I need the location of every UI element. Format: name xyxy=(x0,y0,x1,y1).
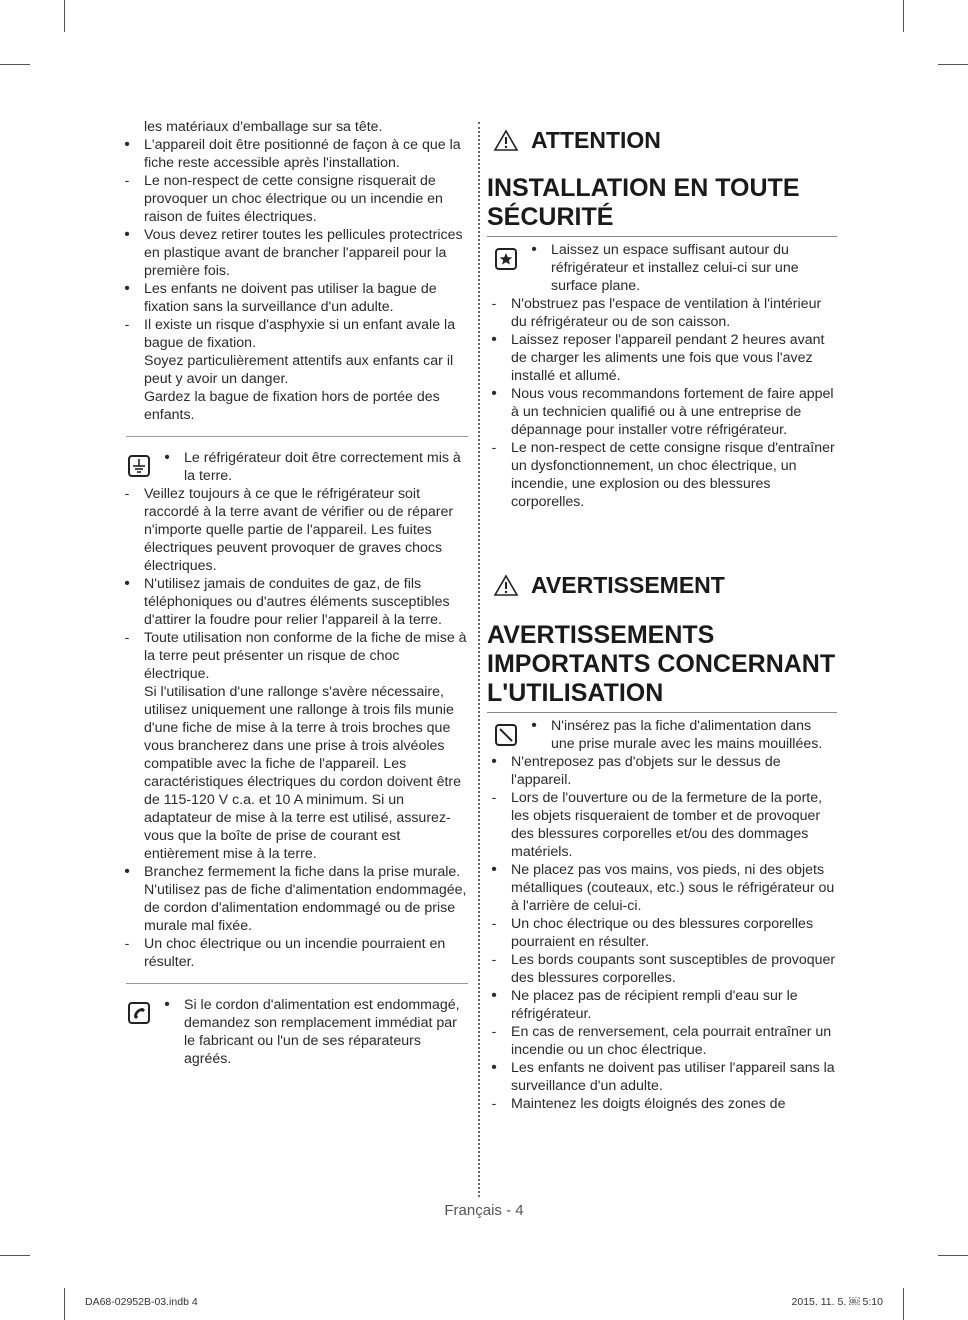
list-item: • Le réfrigérateur doit être correctement mis à la terre. xyxy=(164,449,461,484)
ground-icon xyxy=(128,455,150,479)
list-item xyxy=(487,915,837,951)
list-item xyxy=(120,935,468,971)
list-item-text: Maintenez les doigts éloignés des zones de xyxy=(511,1096,786,1112)
bullet-marker: • xyxy=(124,575,130,592)
bullet-marker: • xyxy=(491,861,497,878)
phone-icon xyxy=(128,1002,150,1026)
icon-row xyxy=(487,241,837,295)
crop-mark xyxy=(938,1255,968,1256)
list-item xyxy=(120,863,468,935)
list-item-text: Il existe un risque d'asphyxie si un enfant avale la bague de fixation. xyxy=(144,317,456,351)
list-item xyxy=(120,136,468,172)
list-item-text: Les enfants ne doivent pas utiliser la bague de fixation sans la surveillance d'un adulte. xyxy=(144,281,437,315)
list-item xyxy=(487,951,837,987)
list-item xyxy=(487,385,837,439)
list-item-text: les matériaux d'emballage sur sa tête. xyxy=(144,119,383,135)
list-item: • Laissez un espace suffisant autour du réfrigérateur et installez celui-ci sur une surface plane. xyxy=(531,241,799,294)
crop-mark xyxy=(903,0,904,32)
section-title: INSTALLATION EN TOUTE SÉCURITÉ xyxy=(487,174,837,237)
list-group xyxy=(120,485,468,683)
crop-mark xyxy=(64,1288,65,1320)
dash-marker: - xyxy=(124,173,130,189)
star-icon xyxy=(495,247,517,271)
section-divider xyxy=(126,983,468,984)
list-item-text: Un choc électrique ou un incendie pourraient en résulter. xyxy=(144,936,446,970)
list-item-text: Toute utilisation non conforme de la fiche de mise à la terre peut présenter un risque de choc électrique. xyxy=(144,630,467,682)
icon-row xyxy=(120,449,468,485)
list-item-text: N'entreposez pas d'objets sur le dessus de l'appareil. xyxy=(511,754,781,788)
bullet-marker: • xyxy=(124,136,130,153)
list-item-text: Laissez reposer l'appareil pendant 2 heures avant de charger les aliments une fois que vous l'avez installé et allumé. xyxy=(511,332,825,384)
list-item: • N'insérez pas la fiche d'alimentation dans une prise murale avec les mains mouillées. xyxy=(531,717,823,752)
list-item xyxy=(487,1023,837,1059)
list-item-text: En cas de renversement, cela pourrait entraîner un incendie ou un choc électrique. xyxy=(511,1024,832,1058)
print-slug-right: 2015. 11. 5. ￼ 5:10 xyxy=(791,1296,883,1308)
dash-marker: - xyxy=(491,1024,497,1040)
list-item xyxy=(120,485,468,575)
bullet-marker: • xyxy=(491,753,497,770)
prohibit-icon xyxy=(495,723,517,747)
dash-marker: - xyxy=(491,790,497,806)
crop-mark xyxy=(64,0,65,32)
list-item xyxy=(487,753,837,789)
warning-heading: AVERTISSEMENT xyxy=(493,571,837,599)
list-item xyxy=(487,861,837,915)
dash-marker: - xyxy=(124,486,130,502)
list-group xyxy=(120,118,468,352)
continuation-text: Soyez particulièrement attentifs aux enfants car il peut y avoir un danger. xyxy=(144,353,454,387)
list-item xyxy=(487,1059,837,1095)
icon-row xyxy=(120,996,468,1068)
dash-marker: - xyxy=(491,440,497,456)
continuation-text: Si l'utilisation d'une rallonge s'avère nécessaire, utilisez uniquement une rallonge à trois fils munie d'une fiche de mise à la terre à trois broches que vous brancherez dans une prise à trois alvéoles compatible avec la fiche de l'appareil. Les caractéristiques électriques du cordon doivent être de 115-120 V c.a. et 10 A minimum. Si un adaptateur de mise à la terre est utilisé, assurez-vous que la boîte de prise de courant est entièrement mise à la terre. xyxy=(144,684,462,862)
list-item-text: Nous vous recommandons fortement de faire appel à un technicien qualifié ou à une entreprise de dépannage pour installer votre réfrigérateur. xyxy=(511,386,834,438)
list-item-text: N'obstruez pas l'espace de ventilation à l'intérieur du réfrigérateur ou de son caisson. xyxy=(511,296,822,330)
section-divider xyxy=(126,436,468,437)
caution-heading: ATTENTION xyxy=(493,126,837,154)
icon-row xyxy=(487,717,837,753)
left-column xyxy=(120,118,468,1068)
list-group xyxy=(487,753,837,1113)
dash-marker: - xyxy=(124,317,130,333)
section-title: AVERTISSEMENTS IMPORTANTS CONCERNANT L'UTILISATION xyxy=(487,621,837,713)
dash-marker: - xyxy=(491,1096,497,1112)
list-item xyxy=(487,987,837,1023)
list-item-text: Les enfants ne doivent pas utiliser l'appareil sans la surveillance d'un adulte. xyxy=(511,1060,835,1094)
list-item-text: Veillez toujours à ce que le réfrigérateur soit raccordé à la terre avant de vérifier ou de réparer n'importe quelle partie de l'appareil. Les fuites électriques peuvent provoquer de graves chocs électriques. xyxy=(144,486,454,574)
bullet-marker: • xyxy=(124,226,130,243)
crop-mark xyxy=(0,1255,30,1256)
list-item xyxy=(487,789,837,861)
dash-marker: - xyxy=(491,952,497,968)
list-item xyxy=(487,439,837,511)
list-item-text: L'appareil doit être positionné de façon à ce que la fiche reste accessible après l'installation. xyxy=(144,137,461,171)
list-item-text: Lors de l'ouverture ou de la fermeture de la porte, les objets risqueraient de tomber et de provoquer des blessures corporelles et/ou des dommages matériels. xyxy=(511,790,823,860)
bullet-marker: • xyxy=(124,280,130,297)
page-footer: Français - 4 xyxy=(444,1202,524,1219)
list-item-text: Vous devez retirer toutes les pellicules protectrices en plastique avant de brancher l'appareil pour la première fois. xyxy=(144,227,463,279)
list-item xyxy=(120,280,468,316)
warning-triangle-icon xyxy=(493,574,519,597)
list-item-text: Les bords coupants sont susceptibles de provoquer des blessures corporelles. xyxy=(511,952,836,986)
bullet-marker: • xyxy=(124,863,130,880)
right-column xyxy=(487,118,837,1113)
dash-marker: - xyxy=(124,936,130,952)
list-group xyxy=(487,295,837,511)
list-item-text: Le non-respect de cette consigne risquerait de provoquer un choc électrique ou un incendie en raison de fuites électriques. xyxy=(144,173,443,225)
list-item xyxy=(120,629,468,683)
list-item xyxy=(120,118,468,136)
list-item: • Si le cordon d'alimentation est endommagé, demandez son remplacement immédiat par le fabricant ou l'un de ses réparateurs agréés. xyxy=(164,996,460,1067)
bullet-marker: • xyxy=(491,331,497,348)
column-divider xyxy=(478,122,480,1197)
dash-marker: - xyxy=(491,296,497,312)
list-item-text: Le non-respect de cette consigne risque d'entraîner un dysfonctionnement, un choc électrique, un incendie, une explosion ou des blessures corporelles. xyxy=(511,440,835,510)
bullet-marker: • xyxy=(491,385,497,402)
list-item-text: Un choc électrique ou des blessures corporelles pourraient en résulter. xyxy=(511,916,814,950)
list-item-text: Branchez fermement la fiche dans la prise murale. N'utilisez pas de fiche d'alimentation endommagée, de cordon d'alimentation endommagé ou de prise murale mal fixée. xyxy=(144,864,467,934)
list-item xyxy=(120,226,468,280)
bullet-marker: • xyxy=(491,1059,497,1076)
crop-mark xyxy=(903,1288,904,1320)
dash-marker: - xyxy=(491,916,497,932)
crop-mark xyxy=(0,64,30,65)
list-item xyxy=(487,1095,837,1113)
list-item xyxy=(120,316,468,352)
list-item-text: Ne placez pas vos mains, vos pieds, ni des objets métalliques (couteaux, etc.) sous le réfrigérateur ou à l'arrière de celui-ci. xyxy=(511,862,835,914)
list-item-text: Ne placez pas de récipient rempli d'eau sur le réfrigérateur. xyxy=(511,988,798,1022)
list-item xyxy=(487,331,837,385)
list-item xyxy=(487,295,837,331)
crop-mark xyxy=(938,64,968,65)
list-item-text: N'utilisez jamais de conduites de gaz, de fils téléphoniques ou d'autres éléments susceptibles d'attirer la foudre pour relier l'appareil à la terre. xyxy=(144,576,450,628)
continuation-text: Gardez la bague de fixation hors de portée des enfants. xyxy=(144,389,440,423)
bullet-marker: • xyxy=(491,987,497,1004)
dash-marker: - xyxy=(124,630,130,646)
list-group xyxy=(120,863,468,971)
list-item xyxy=(120,575,468,629)
list-item xyxy=(120,172,468,226)
print-slug-left: DA68-02952B-03.indb 4 xyxy=(85,1296,198,1308)
warning-triangle-icon xyxy=(493,129,519,152)
